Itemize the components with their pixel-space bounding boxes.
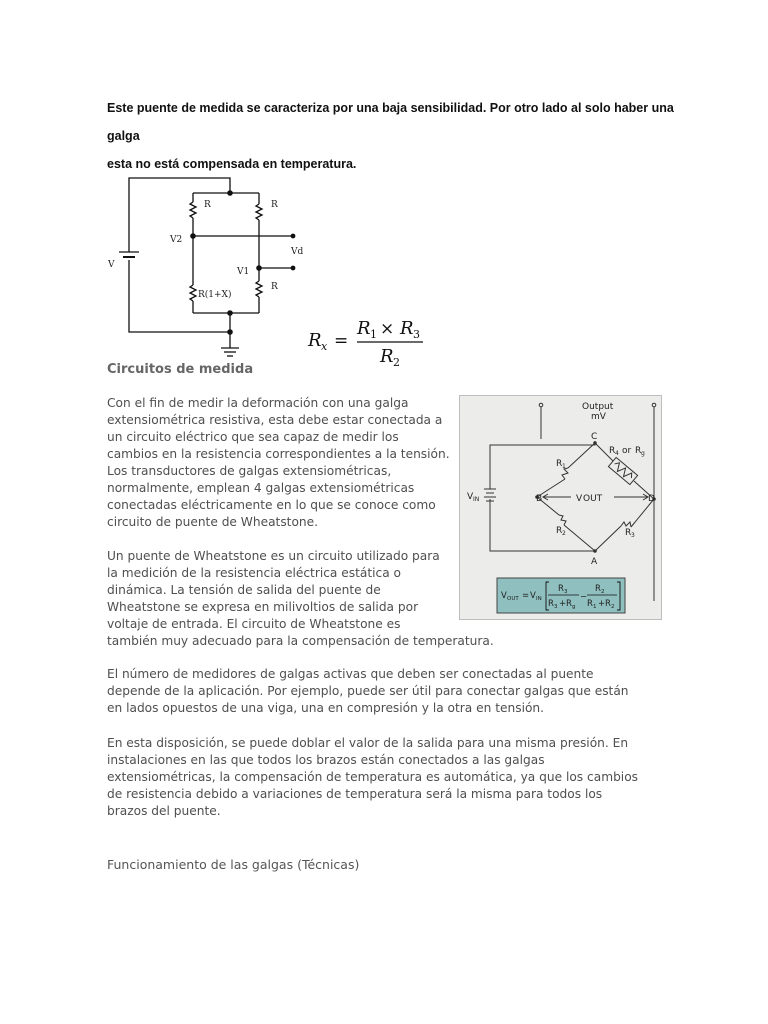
paragraph-2-line: también muy adecuado para la compensación de temperatura. [107,634,494,648]
paragraph-4-line: de resistencia debido a variaciones de temperatura será la misma para todos los [107,787,603,801]
paragraph-1-line: un circuito eléctrico que sea capaz de medir los [107,430,399,444]
eq-lhs: V [501,591,507,601]
paragraph-2-line: Un puente de Wheatstone es un circuito utilizado para [107,549,440,563]
formula-times: × [380,319,395,339]
eq-vin-sub: IN [536,596,542,602]
quarter-bridge-schematic [100,168,305,363]
paragraph-4-line: extensiométricas, la compensación de temperatura es automática, ya que los cambios [107,770,639,784]
footer-heading: Funcionamiento de las galgas (Técnicas) [107,857,360,872]
intro-line-2: esta no está compensada en temperatura. [107,157,357,171]
label-r-bottom-right: R [271,282,278,292]
formula-num-b-sub: 3 [413,328,420,341]
r3-label: R [625,528,632,538]
eq-vin: V [530,591,536,601]
paragraph-2 [107,548,507,650]
eq-den1a: R [548,599,554,609]
label-vd: Vd [291,247,304,257]
eq-den2b-sub: 2 [611,604,615,610]
r4-sub: 4 [615,450,619,457]
paragraph-2-line: voltaje de entrada. El circuito de Wheatstone es [107,617,401,631]
node-c: C [591,432,598,442]
label-r-bottom-left: R(1+X) [198,290,232,300]
formula-num-a: R [357,318,371,339]
vout-label: V [576,494,583,504]
formula-den: R [380,346,394,367]
paragraph-1-line: extensiométrica resistiva, esta debe estar conectada a [107,413,443,427]
vin-sub: IN [473,496,480,503]
formula-den-sub: 2 [393,356,400,369]
paragraph-1-line: Los transductores de galgas extensiométricas, [107,464,392,478]
node-a: A [591,557,598,567]
rg-sub: g [641,450,645,457]
formula-num-b: R [400,318,414,339]
eq-equals: = [522,591,530,601]
label-r-top-left: R [204,200,211,210]
label-v1: V1 [237,267,250,277]
label-v2: V2 [170,235,183,245]
eq-den2a: R [587,599,593,609]
paragraph-4-line: En esta disposición, se puede doblar el valor de la salida para una misma presión. En [107,736,629,750]
paragraph-2-line: dinámica. La tensión de salida del puente de [107,583,381,597]
paragraph-3-line: depende de la aplicación. Por ejemplo, puede ser útil para conectar galgas que están [107,684,629,698]
r3-sub: 3 [631,532,635,539]
paragraph-4-line: instalaciones en las que todos los brazos están conectados a las galgas [107,753,545,767]
svg-text:=: = [334,331,349,351]
paragraph-4 [107,735,647,820]
formula-lhs: R [308,330,322,351]
eq-den1b: R [566,599,572,609]
r1-label: R [556,459,563,469]
eq-num1-sub: 3 [564,589,568,595]
formula-lhs-sub: x [321,340,328,353]
eq-den2b: R [605,599,611,609]
paragraph-2-line: la medición de la resistencia eléctrica estática o [107,566,402,580]
eq-plus1: + [559,599,567,609]
vout-sub: OUT [583,494,603,504]
r4-label: R [609,446,616,456]
paragraph-3-line: en lados opuestos de una viga, una en compresión y la otra en tensión. [107,701,545,715]
or-label: or [622,446,632,456]
eq-num1: R [558,584,564,594]
eq-plus2: + [598,599,606,609]
eq-den1a-sub: 3 [554,604,558,610]
r2-label: R [556,526,563,536]
node-d: D [648,494,655,504]
eq-den2a-sub: 1 [593,604,597,610]
paragraph-1-line: conectadas eléctricamente en lo que se conoce como [107,498,436,512]
section-title: Circuitos de medida [107,362,254,377]
vin-label: V [467,492,474,502]
label-v-source: V [108,260,115,270]
eq-lhs-sub: OUT [507,596,519,602]
paragraph-1 [107,395,467,531]
wheatstone-bridge-figure [459,395,662,620]
paragraph-1-line: cambios en la resistencia correspondientes a la tensión. [107,447,450,461]
eq-num2-sub: 2 [601,589,605,595]
paragraph-4-line: brazos del puente. [107,804,221,818]
intro-text [107,94,687,178]
formula-num-a-sub: 1 [370,328,377,341]
paragraph-1-line: circuito de puente de Wheatstone. [107,515,319,529]
r1-sub: 1 [562,463,566,470]
paragraph-3-line: El número de medidores de galgas activas que deben ser conectadas al puente [107,667,594,681]
intro-line-1: Este puente de medida se caracteriza por una baja sensibilidad. Por otro lado al solo haber una galga [107,101,674,143]
label-r-top-right: R [271,200,278,210]
eq-num2: R [595,584,601,594]
eq-den1b-sub: g [572,604,576,610]
node-b: B [536,494,543,504]
r2-sub: 2 [562,530,566,537]
eq-minus: − [580,592,588,602]
rx-formula [305,310,435,370]
rg-label: R [635,446,642,456]
mv-label: mV [591,412,606,422]
paragraph-2-line: Wheatstone se expresa en milivoltios de salida por [107,600,419,614]
paragraph-3 [107,666,647,717]
paragraph-1-line: normalmente, emplean 4 galgas extensiométricas [107,481,415,495]
paragraph-1-line: Con el fin de medir la deformación con una galga [107,396,409,410]
output-label: Output [582,402,614,412]
